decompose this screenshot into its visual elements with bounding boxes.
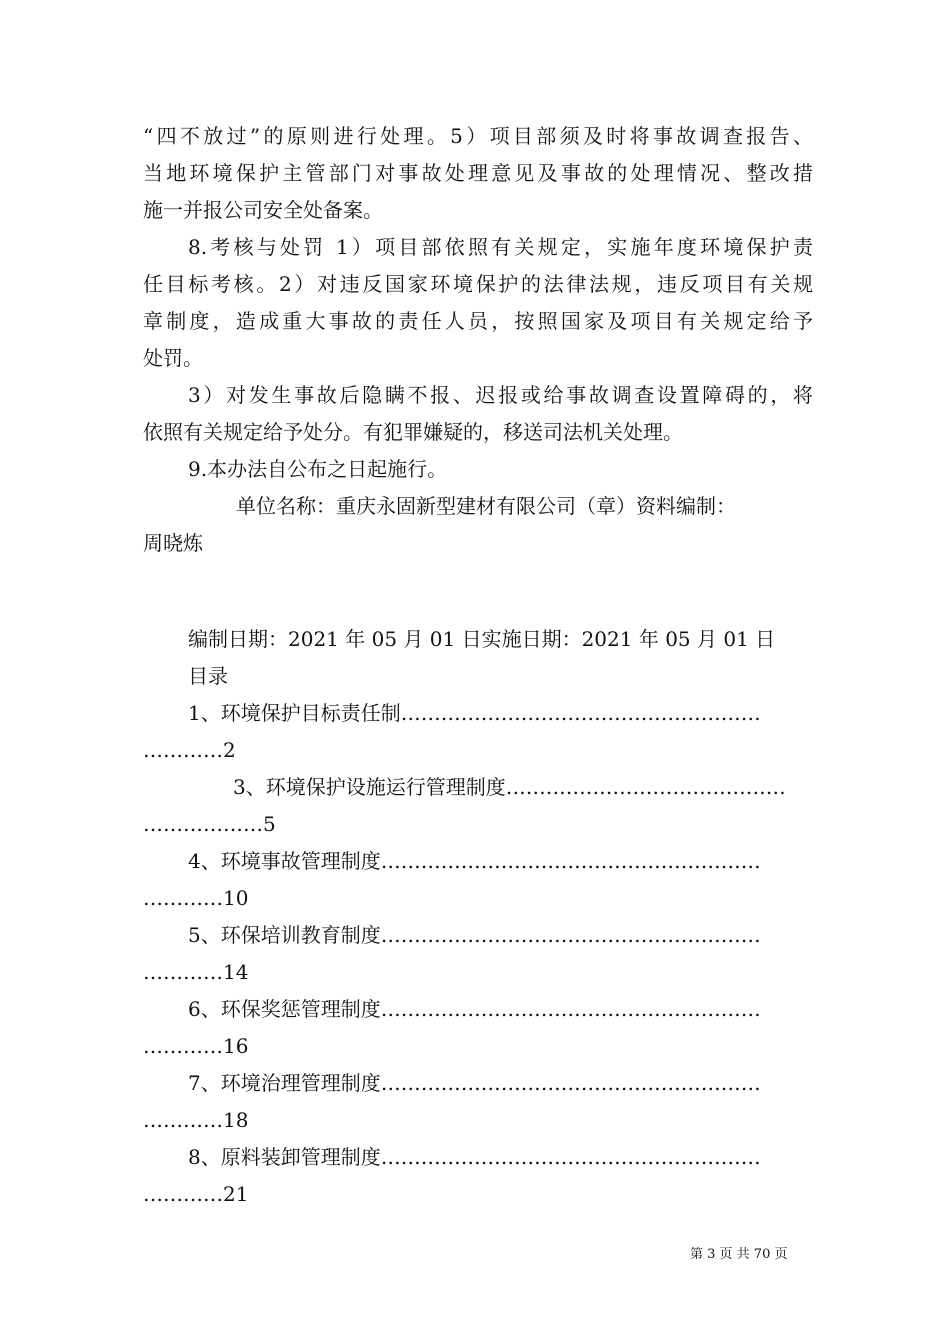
- toc-entry-page: …………16: [143, 1034, 249, 1058]
- toc-entry-page: …………18: [143, 1108, 249, 1132]
- body-line: 任目标考核。2）对违反国家环境保护的法律法规，违反项目有关规: [143, 272, 813, 296]
- toc-entry[interactable]: 1、环境保护目标责任制………………………………………………: [188, 701, 761, 725]
- toc-entry[interactable]: 4、环境事故管理制度…………………………………………………: [188, 849, 761, 873]
- body-line: 依照有关规定给予处分。有犯罪嫌疑的，移送司法机关处理。: [143, 420, 683, 444]
- toc-entry-page: ………………5: [143, 812, 276, 836]
- signature-author-line: 周晓炼: [143, 531, 203, 555]
- toc-entry[interactable]: 7、环境治理管理制度…………………………………………………: [188, 1071, 761, 1095]
- body-line: 施一并报公司安全处备案。: [143, 198, 383, 222]
- toc-entry-page: …………21: [143, 1182, 249, 1206]
- body-line: 当地环境保护主管部门对事故处理意见及事故的处理情况、整改措: [143, 161, 813, 185]
- toc-entry[interactable]: 8、原料装卸管理制度…………………………………………………: [188, 1145, 761, 1169]
- toc-entry[interactable]: 3、环境保护设施运行管理制度……………………………………: [233, 775, 786, 799]
- toc-entry[interactable]: 6、环保奖惩管理制度…………………………………………………: [188, 997, 761, 1021]
- body-line: 章制度，造成重大事故的责任人员，按照国家及项目有关规定给予: [143, 309, 813, 333]
- toc-entry[interactable]: 5、环保培训教育制度…………………………………………………: [188, 923, 761, 947]
- body-line: 9.本办法自公布之日起施行。: [188, 457, 448, 481]
- body-line: “四不放过”的原则进行处理。5）项目部须及时将事故调查报告、: [143, 124, 813, 148]
- signature-unit-line: 单位名称：重庆永固新型建材有限公司（章）资料编制：: [236, 494, 736, 518]
- toc-entry-page: …………14: [143, 960, 249, 984]
- toc-entry-page: …………10: [143, 886, 249, 910]
- body-line: 处罚。: [143, 346, 203, 370]
- toc-entry-page: …………2: [143, 738, 236, 762]
- date-line: 编制日期：2021 年 05 月 01 日实施日期：2021 年 05 月 01 日: [188, 627, 776, 651]
- body-line: 3）对发生事故后隐瞒不报、迟报或给事故调查设置障碍的，将: [188, 383, 813, 407]
- page-number-footer: 第 3 页 共 70 页: [690, 1247, 788, 1262]
- toc-heading: 目录: [188, 664, 228, 688]
- body-line: 8.考核与处罚 1）项目部依照有关规定，实施年度环境保护责: [188, 235, 813, 259]
